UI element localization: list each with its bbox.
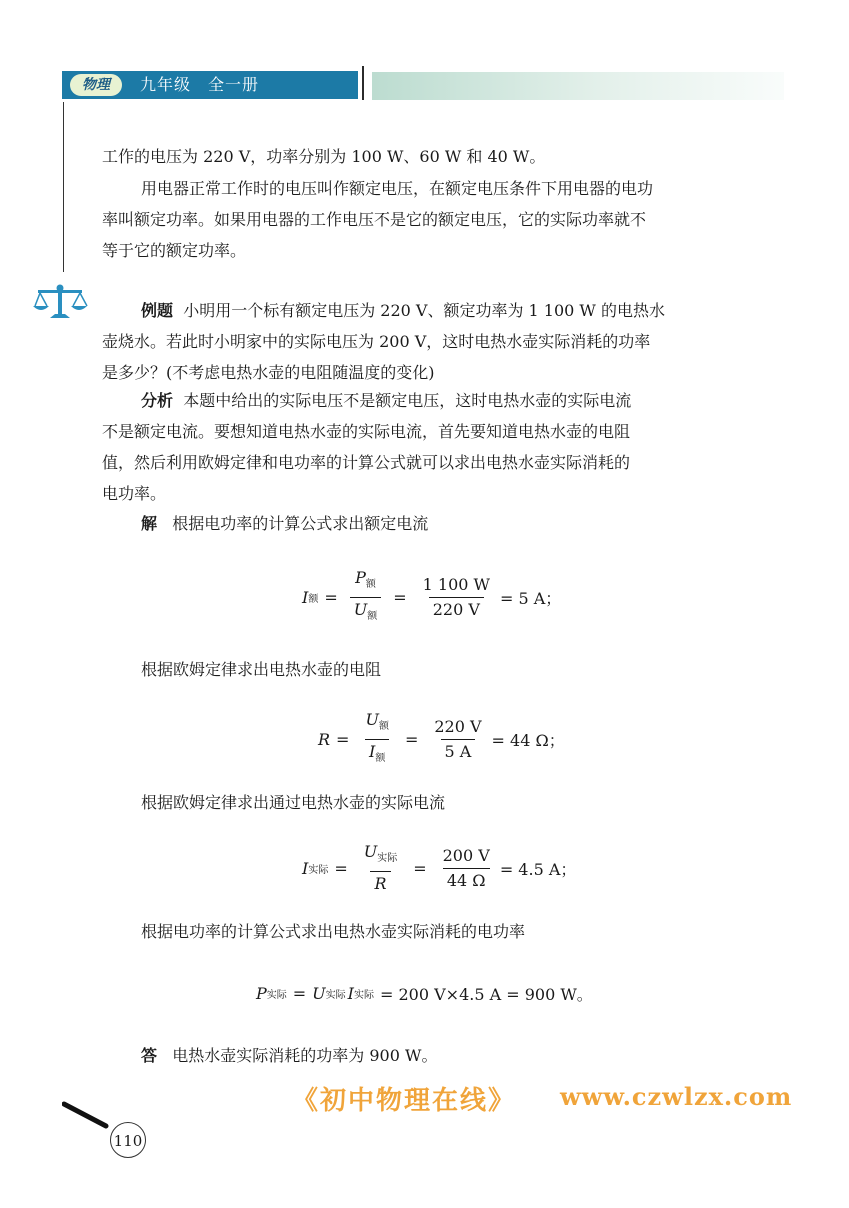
formula-subscript: 额 <box>375 753 386 764</box>
text-line: 是多少？(不考虑电热水壶的电阻随温度的变化) <box>102 363 435 382</box>
watermark-url: www.czwlzx.com <box>560 1082 793 1111</box>
formula-symbol: U <box>312 984 326 1003</box>
formula-subscript: 额 <box>365 579 376 590</box>
analysis-text: 本题中给出的实际电压不是额定电压，这时电热水壶的实际电流 <box>183 391 632 410</box>
formula-subscript: 额 <box>367 611 378 622</box>
formula-symbol: U <box>353 600 368 619</box>
formula-subscript: 实际 <box>266 990 287 1001</box>
answer-line <box>141 1041 437 1071</box>
text-line: 壶烧水。若此时小明家中的实际电压为 200 V，这时电热水壶实际消耗的功率 <box>102 332 651 351</box>
formula-value: 220 V <box>429 597 484 620</box>
text-line: 用电器正常工作时的电压叫作额定电压，在额定电压条件下用电器的电功 <box>141 179 654 198</box>
formula-subscript: 实际 <box>353 990 374 1001</box>
formula-symbol: I <box>347 984 354 1003</box>
fraction <box>350 568 381 627</box>
formula-symbol: P <box>355 568 366 587</box>
formula-result: = 44 Ω； <box>491 731 565 750</box>
subject-badge: 物理 <box>70 74 122 96</box>
fraction <box>361 710 392 769</box>
formula-symbol: R <box>374 874 387 893</box>
example-label: 例题 <box>141 301 174 320</box>
formula-subscript: 额 <box>378 721 389 732</box>
header-divider <box>362 66 364 100</box>
text-line: 工作的电压为 220 V，功率分别为 100 W、60 W 和 40 W。 <box>102 147 546 166</box>
formula-symbol: I <box>369 742 376 761</box>
formula-symbol: U <box>365 710 379 729</box>
fraction <box>419 575 494 620</box>
formula-actual-current: I 实际 = $\frac{U_{实际}}{R}$ = $\frac{200 V}{44 \Omega}$ = 4.5 A； <box>302 842 577 893</box>
formula-subscript: 额 <box>308 594 319 605</box>
formula-value: 220 V <box>434 717 482 736</box>
fraction <box>360 842 401 894</box>
formula-value: 1 100 W <box>422 575 490 594</box>
answer-label: 答 <box>141 1046 158 1065</box>
solution-step: 根据电功率的计算公式求出电热水壶实际消耗的电功率 <box>141 922 526 941</box>
formula-result: = 4.5 A； <box>499 859 577 879</box>
formula-value: 44 Ω <box>443 868 490 891</box>
formula-subscript: 实际 <box>377 853 398 864</box>
text-line: 值，然后利用欧姆定律和电功率的计算公式就可以求出电热水壶实际消耗的 <box>102 453 631 472</box>
balance-scale-icon <box>32 284 88 320</box>
formula-resistance: R = $\frac{U_额}{I_额}$ = $\frac{220 V}{5 A}$ = 44 Ω； <box>318 710 565 769</box>
example-line <box>141 296 665 326</box>
formula-result: = 200 V×4.5 A = 900 W。 <box>379 985 593 1004</box>
solution-step: 根据电功率的计算公式求出额定电流 <box>172 514 429 533</box>
formula-subscript: 实际 <box>308 864 329 876</box>
formula-symbol: I <box>302 858 309 878</box>
formula-result: = 5 A； <box>499 589 562 608</box>
solution-step: 根据欧姆定律求出通过电热水壶的实际电流 <box>141 793 446 812</box>
formula-subscript: 实际 <box>325 990 346 1001</box>
formula-value: 200 V <box>442 845 490 865</box>
solution-step: 根据欧姆定律求出电热水壶的电阻 <box>141 660 382 679</box>
fraction <box>439 846 494 891</box>
page-number: 110 <box>110 1122 146 1158</box>
analysis-line <box>141 386 631 416</box>
solution-line <box>141 509 428 539</box>
formula-symbol: P <box>256 984 267 1003</box>
text-line: 不是额定电流。要想知道电热水壶的实际电流，首先要知道电热水壶的电阻 <box>102 422 631 441</box>
margin-rule <box>63 102 64 272</box>
book-title: 九年级 全一册 <box>140 75 260 94</box>
analysis-label: 分析 <box>141 391 174 410</box>
formula-rated-current: I 额 = $\frac{P_额}{U_额}$ = $\frac{1 100 W}{220 V}$ = 5 A； <box>302 568 561 627</box>
text-line: 等于它的额定功率。 <box>102 241 247 260</box>
formula-symbol: R <box>318 730 331 749</box>
fraction <box>430 717 485 762</box>
solution-label: 解 <box>141 514 158 533</box>
watermark-site-name: 《初中物理在线》 <box>292 1086 517 1116</box>
answer-text: 电热水壶实际消耗的功率为 900 W。 <box>172 1046 438 1065</box>
formula-value: 5 A <box>441 739 476 762</box>
text-line: 电功率。 <box>102 484 167 503</box>
example-text: 小明用一个标有额定电压为 220 V、额定功率为 1 100 W 的电热水 <box>183 301 665 320</box>
formula-symbol: I <box>302 588 309 607</box>
text-line: 率叫额定功率。如果用电器的工作电压不是它的额定电压，它的实际功率就不 <box>102 210 647 229</box>
formula-actual-power: P 实际 = U 实际 I 实际 = 200 V×4.5 A = 900 W。 <box>256 984 593 1004</box>
header-gradient-band <box>372 72 784 100</box>
formula-symbol: U <box>363 842 378 861</box>
